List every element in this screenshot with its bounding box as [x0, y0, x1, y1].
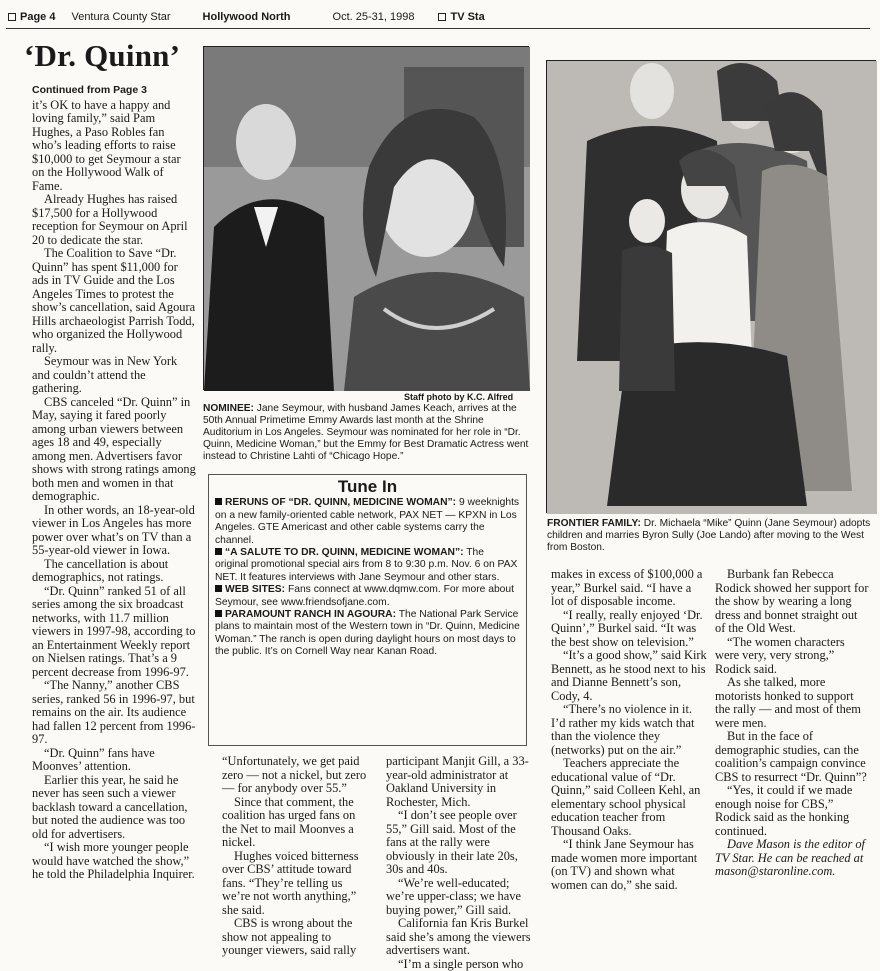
paragraph: “Dr. Quinn” fans have Moonves’ attention.: [32, 747, 196, 774]
caption-text: Dr. Michaela “Mike” Quinn (Jane Seymour) adopts children and marries Byron Sully (Joe Lando) after moving to the West from Boston.: [547, 518, 870, 553]
article-column-1: [32, 84, 196, 882]
paragraph: Burbank fan Rebecca Rodick showed her support for the show by wearing a long dress and bonnet straight out of the Old West.: [715, 568, 869, 636]
paragraph: “The women characters were very, very strong,” Rodick said.: [715, 636, 869, 677]
photo-illustration: [547, 61, 877, 514]
section-name: Hollywood North: [203, 11, 291, 23]
bullet-square-icon: [215, 585, 222, 592]
paragraph: “There’s no violence in it. I’d rather my kids watch that than the violence they (networks) put on the air.”: [551, 703, 707, 757]
checkbox-icon: [438, 13, 446, 21]
author-tagline: Dave Mason is the editor of TV Star. He can be reached at mason@staronline.com.: [715, 838, 869, 879]
paragraph: makes in excess of $100,000 a year,” Burkel said. “I have a lot of disposable income.: [551, 568, 707, 609]
paragraph: California fan Kris Burkel said she’s among the viewers advertisers want.: [386, 917, 536, 958]
paragraph: In other words, an 18-year-old viewer in Los Angeles has more power over what’s on TV than a 55-year-old viewer in Iowa.: [32, 504, 196, 558]
masthead-rule: [6, 28, 870, 29]
article-column-4: [551, 568, 707, 892]
photo-caption-frontier-family: [547, 518, 877, 554]
caption-text: Jane Seymour, with husband James Keach, arrives at the 50th Annual Primetime Emmy Awards last month at the Shrine Auditorium in Los Angeles. Seymour was nominated for her role in “Dr. Quinn, Medicine Woman,” but the Emmy for Best Dramatic Actress went instead to Christine Lahti of “Chicago Hope.”: [203, 403, 528, 462]
paragraph: CBS canceled “Dr. Quinn” in May, saying it fared poorly among urban viewers between ages 18 and 49, especially among men. Advertisers favor shows with strong ratings among both men and women in that demographic.: [32, 396, 196, 504]
frontier-family-photo: [546, 60, 876, 513]
tune-in-box: [208, 474, 527, 746]
paragraph: “Yes, it could if we made enough noise for CBS,” Rodick said as the honking continued.: [715, 784, 869, 838]
paragraph: “I don’t see people over 55,” Gill said. Most of the fans at the rally were obviously in their late 20s, 30s and 40s.: [386, 809, 536, 877]
paragraph: “We’re well-educated; we’re upper-class; we have buying power,” Gill said.: [386, 877, 536, 918]
paragraph: “I wish more younger people would have watched the show,” he told the Philadelphia Inquirer.: [32, 841, 196, 882]
paragraph: CBS is wrong about the show not appealing to younger viewers, said rally: [222, 917, 369, 958]
photo-credit: Staff photo by K.C. Alfred: [404, 392, 513, 402]
article-headline: ‘Dr. Quinn’: [24, 38, 180, 74]
publication-name: Ventura County Star: [71, 11, 170, 23]
paragraph: The cancellation is about demographics, not ratings.: [32, 558, 196, 585]
paragraph: “I really, really enjoyed ‘Dr. Quinn’,” Burkel said. “It was the best show on television.”: [551, 609, 707, 650]
article-column-3: [386, 755, 536, 971]
next-section: TV Sta: [438, 11, 484, 23]
paragraph: Teachers appreciate the educational value of “Dr. Quinn,” said Colleen Kehl, an elementary school physical education teacher from Thousand Oaks.: [551, 757, 707, 838]
checkbox-icon: [8, 13, 16, 21]
article-column-5: [715, 568, 869, 879]
paragraph: it’s OK to have a happy and loving family,” said Pam Hughes, a Paso Robles fan who’s leading efforts to raise $10,000 to get Seymour a star on the Hollywood Walk of Fame.: [32, 99, 196, 194]
photo-caption-nominee: [203, 403, 529, 463]
paragraph: “The Nanny,” another CBS series, ranked 56 in 1996-97, but remains on the air. Its audience had fallen 12 percent from 1996-97.: [32, 679, 196, 747]
paragraph: Since that comment, the coalition has urged fans on the Net to mail Moonves a nickel.: [222, 796, 369, 850]
paragraph: Already Hughes has raised $17,500 for a Hollywood reception for Seymour on April 20 to dedicate the star.: [32, 193, 196, 247]
paragraph: Hughes voiced bitterness over CBS’ attitude toward fans. “They’re telling us we’re not worth anything,” she said.: [222, 850, 369, 918]
bullet-square-icon: [215, 610, 222, 617]
paragraph: But in the face of demographic studies, can the coalition’s campaign convince CBS to resurrect “Dr. Quinn”?: [715, 730, 869, 784]
paragraph: Earlier this year, he said he never has seen such a viewer backlash toward a cancellation, but noted the audience was too old for advertisers.: [32, 774, 196, 842]
page-masthead: [8, 6, 874, 28]
tune-in-title: Tune In: [215, 481, 520, 493]
issue-date: Oct. 25-31, 1998: [333, 11, 415, 23]
tune-in-item: PARAMOUNT RANCH IN AGOURA: The National Park Service plans to maintain most of the Western town in “Dr. Quinn, Medicine Woman.” The ranch is open during daylight hours on most days to the public. It’s on Cornell Way near Kanan Road.: [215, 609, 520, 659]
paragraph: “It’s a good show,” said Kirk Bennett, as he stood next to his and Dianne Bennett’s son, Cody, 4.: [551, 649, 707, 703]
photo-illustration: [204, 47, 530, 391]
paragraph: “Unfortunately, we get paid zero — not a nickel, but zero — for anybody over 55.”: [222, 755, 369, 796]
tune-in-item: “A SALUTE TO DR. QUINN, MEDICINE WOMAN”: The original promotional special airs from 8 to 9:30 p.m. Nov. 6 on PAX NET. It features interviews with Jane Seymour and other stars.: [215, 547, 520, 584]
caption-head: NOMINEE:: [203, 403, 254, 414]
emmy-arrival-photo: [203, 46, 529, 390]
paragraph: “I think Jane Seymour has made women more important (on TV) and shown what women can do,” she said.: [551, 838, 707, 892]
article-column-2: [222, 755, 369, 958]
bullet-square-icon: [215, 548, 222, 555]
tune-in-item: RERUNS OF “DR. QUINN, MEDICINE WOMAN”: 9 weeknights on a new family-oriented cable network, PAX NET — KPXN in Los Angeles. GTE Americast and other cable systems carry the channel.: [215, 497, 520, 547]
paragraph: “Dr. Quinn” ranked 51 of all series among the six broadcast networks, with 11.7 million viewers in 1997-98, according to an Entertainment Weekly report on Nielsen ratings. That’s a 9 percent decrease from 1996-97.: [32, 585, 196, 680]
paragraph: “I’m a single person who: [386, 958, 536, 971]
paragraph: participant Manjit Gill, a 33-year-old administrator at Oakland University in Rochester, Mich.: [386, 755, 536, 809]
paragraph: Seymour was in New York and couldn’t attend the gathering.: [32, 355, 196, 396]
paragraph: As she talked, more motorists honked to support the rally — and most of them were men.: [715, 676, 869, 730]
continued-label: Continued from Page 3: [32, 84, 196, 98]
tune-in-item: WEB SITES: Fans connect at www.dqmw.com. For more about Seymour, see www.friendsofjane.com.: [215, 584, 520, 609]
paragraph: The Coalition to Save “Dr. Quinn” has spent $11,000 for ads in TV Guide and the Los Angeles Times to protest the show’s cancellation, said Agoura Hills archaeologist Parrish Todd, who organized the Hollywood rally.: [32, 247, 196, 355]
bullet-square-icon: [215, 498, 222, 505]
page-number: Page 4: [8, 11, 55, 23]
caption-head: FRONTIER FAMILY:: [547, 518, 641, 529]
